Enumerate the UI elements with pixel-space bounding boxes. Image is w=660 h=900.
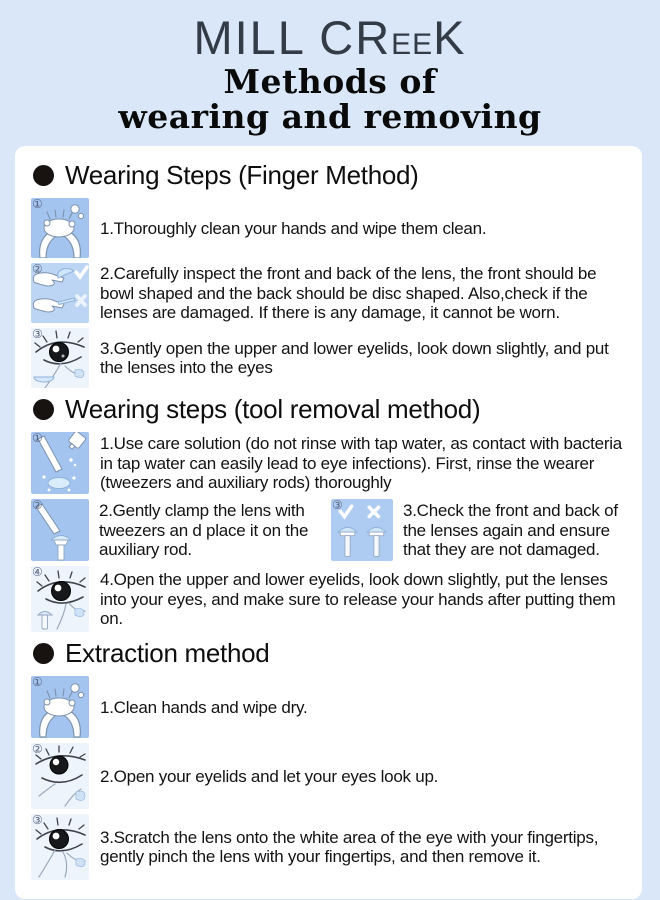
step-text: 1.Thoroughly clean your hands and wipe them clean. (100, 218, 487, 238)
brand-text: K (433, 11, 467, 64)
step-number-badge: ③ (32, 813, 43, 828)
step-number-badge: ② (32, 262, 43, 277)
step-row (31, 814, 634, 880)
brand-logo (0, 11, 660, 64)
section-heading (33, 638, 634, 669)
step-text: 3.Scratch the lens onto the white area of the eye with your fingertips, gently pinch the lens with your fingertips, and then remove it. (100, 828, 599, 867)
step-number-badge: ③ (332, 498, 343, 513)
step-icon-box (31, 814, 89, 880)
step-number-badge: ④ (32, 565, 43, 580)
step-icon-box (31, 566, 89, 632)
step-row-double (31, 499, 634, 561)
step-row (31, 743, 634, 809)
step-row (31, 263, 634, 323)
brand-text-small: EE (391, 28, 434, 61)
step-text: 1.Use care solution (do not rinse with tap water, as contact with bacteria in tap water can easily lead to eye infections). First, rinse the wearer (tweezers and auxiliary rods) thoroughly (100, 434, 622, 492)
section-heading-text: Wearing steps (tool removal method) (65, 394, 481, 425)
section-wearing-tool (31, 394, 634, 632)
step-icon-box (31, 432, 89, 494)
step-row (31, 328, 634, 388)
section-heading (33, 394, 634, 425)
brand-text: MILL CR (193, 11, 392, 64)
step-icon-box (31, 499, 89, 561)
bullet-dot-icon (33, 399, 54, 420)
section-wearing-finger (31, 160, 634, 388)
title-line-2: wearing and removing (118, 96, 542, 136)
section-heading-text: Extraction method (65, 638, 270, 669)
step-number-badge: ① (32, 197, 43, 212)
title-line-1: Methods of (223, 62, 437, 101)
step-icon-box (31, 743, 89, 809)
step-number-badge: ③ (32, 327, 43, 342)
section-extraction (31, 638, 634, 880)
step-row (31, 566, 634, 632)
step-number-badge: ② (32, 498, 43, 513)
bullet-dot-icon (33, 643, 54, 664)
step-row (31, 432, 634, 494)
step-text: 2.Gently clamp the lens with tweezers an d place it on the auxiliary rod. (99, 501, 309, 559)
step-icon-box (31, 263, 89, 323)
step-icon-box (31, 198, 89, 258)
bullet-dot-icon (33, 165, 54, 186)
step-text: 4.Open the upper and lower eyelids, look down slightly, put the lenses into your eyes, and make sure to release your hands after putting them on. (100, 570, 616, 628)
page-title (0, 62, 660, 136)
step-text: 3.Gently open the upper and lower eyelids, look down slightly, and put the lenses into the eyes (100, 339, 609, 378)
step-text: 2.Open your eyelids and let your eyes look up. (100, 766, 439, 786)
step-number-badge: ① (32, 431, 43, 446)
step-number-badge: ② (32, 742, 43, 757)
section-heading-text: Wearing Steps (Finger Method) (65, 160, 419, 191)
step-text: 1.Clean hands and wipe dry. (100, 697, 308, 717)
step-row (31, 676, 634, 738)
step-icon-box (331, 499, 393, 561)
instructions-card (15, 146, 642, 899)
step-text: 2.Carefully inspect the front and back of the lens, the front should be bowl shaped and the back should be disc shaped. Also,check if the lenses are damaged. If there is any damage, it cannot be worn. (100, 264, 597, 322)
step-number-badge: ① (32, 675, 43, 690)
step-row (31, 198, 634, 258)
step-icon-box (31, 676, 89, 738)
section-heading (33, 160, 634, 191)
step-text: 3.Check the front and back of the lenses again and ensure that they are not damaged. (403, 501, 618, 559)
step-icon-box (31, 328, 89, 388)
